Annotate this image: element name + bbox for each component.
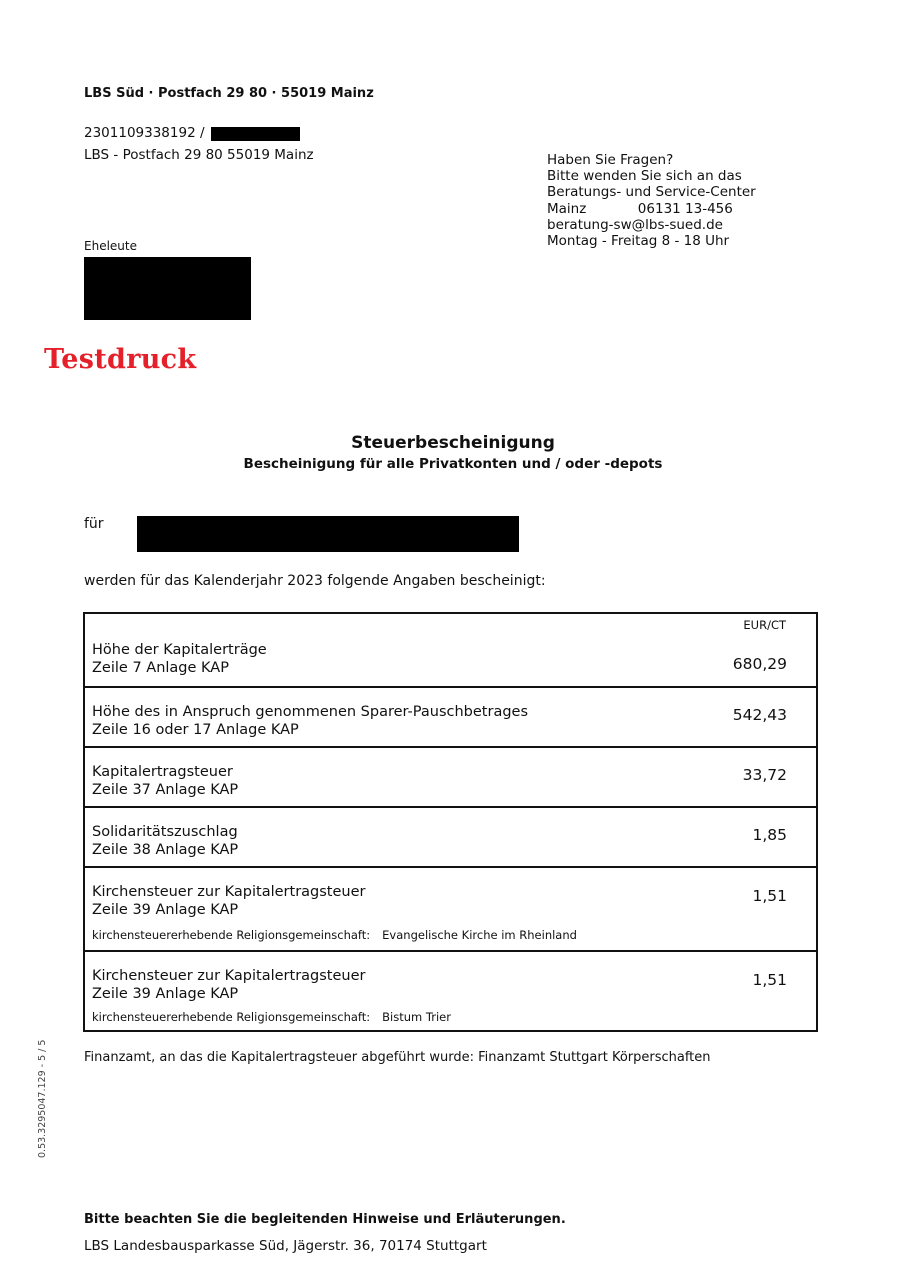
row-amount: 1,85 <box>752 826 787 844</box>
table-row <box>85 806 816 868</box>
return-address: LBS - Postfach 29 80 55019 Mainz <box>84 147 314 163</box>
row-label: Kapitalertragsteuer <box>92 764 233 780</box>
hint-note: Bitte beachten Sie die begleitenden Hinweise und Erläuterungen. <box>84 1212 566 1227</box>
row-religion-note <box>92 928 577 942</box>
currency-header: EUR/CT <box>743 618 786 632</box>
religion-label: kirchensteuererhebende Religionsgemeinschaft: <box>92 1010 371 1024</box>
contact-line: Beratungs- und Service-Center <box>547 184 756 201</box>
row-label: Höhe der Kapitalerträge <box>92 642 267 658</box>
row-label: Kirchensteuer zur Kapitalertragsteuer <box>92 968 366 984</box>
document-title: Steuerbescheinigung <box>351 433 555 453</box>
contact-info <box>547 152 756 249</box>
row-amount: 680,29 <box>732 655 787 673</box>
row-sub: Zeile 38 Anlage KAP <box>92 842 239 858</box>
row-sub: Zeile 7 Anlage KAP <box>92 660 229 676</box>
row-amount: 1,51 <box>752 971 787 989</box>
footer-address: LBS Landesbausparkasse Süd, Jägerstr. 36, 70174 Stuttgart <box>84 1238 487 1254</box>
tax-table <box>83 612 818 1032</box>
table-row <box>85 614 816 686</box>
row-amount: 33,72 <box>742 766 787 784</box>
finanzamt-note: Finanzamt, an das die Kapitalertragsteuer abgeführt wurde: Finanzamt Stuttgart Körperschaften <box>84 1050 711 1065</box>
recipient-salutation: Eheleute <box>84 239 137 253</box>
redacted-account-holder <box>137 516 519 552</box>
reference-number: 2301109338192 / <box>84 125 205 141</box>
contact-email: beratung-sw@lbs-sued.de <box>547 216 723 233</box>
contact-hours: Montag - Freitag 8 - 18 Uhr <box>547 233 730 250</box>
row-sub: Zeile 16 oder 17 Anlage KAP <box>92 722 299 738</box>
row-label: Kirchensteuer zur Kapitalertragsteuer <box>92 884 366 900</box>
religion-value: Evangelische Kirche im Rheinland <box>382 928 577 942</box>
contact-line: Bitte wenden Sie sich an das <box>547 168 742 185</box>
religion-label: kirchensteuererhebende Religionsgemeinschaft: <box>92 928 371 942</box>
row-sub: Zeile 39 Anlage KAP <box>92 986 239 1002</box>
redacted-block <box>211 127 300 141</box>
side-document-code: 0.53.3295047.129 - 5 / 5 <box>37 1039 48 1158</box>
row-amount: 1,51 <box>752 887 787 905</box>
intro-text: werden für das Kalenderjahr 2023 folgende Angaben bescheinigt: <box>84 573 546 589</box>
testdruck-stamp: Testdruck <box>44 344 197 375</box>
table-row <box>85 686 816 748</box>
table-row <box>85 866 816 952</box>
row-sub: Zeile 39 Anlage KAP <box>92 902 239 918</box>
row-label: Höhe des in Anspruch genommenen Sparer-Pauschbetrages <box>92 704 529 720</box>
religion-value: Bistum Trier <box>382 1010 451 1024</box>
contact-line: Mainz 06131 13-456 <box>547 200 733 217</box>
redacted-recipient-address <box>84 257 251 320</box>
table-row <box>85 746 816 808</box>
table-row <box>85 950 816 1034</box>
contact-line: Haben Sie Fragen? <box>547 152 674 168</box>
document-subtitle: Bescheinigung für alle Privatkonten und / oder -depots <box>243 456 663 472</box>
row-amount: 542,43 <box>732 706 787 724</box>
sender-line: LBS Süd · Postfach 29 80 · 55019 Mainz <box>84 86 374 101</box>
row-religion-note <box>92 1010 451 1024</box>
row-sub: Zeile 37 Anlage KAP <box>92 782 239 798</box>
row-label: Solidaritätszuschlag <box>92 824 238 840</box>
fuer-label: für <box>84 516 104 532</box>
